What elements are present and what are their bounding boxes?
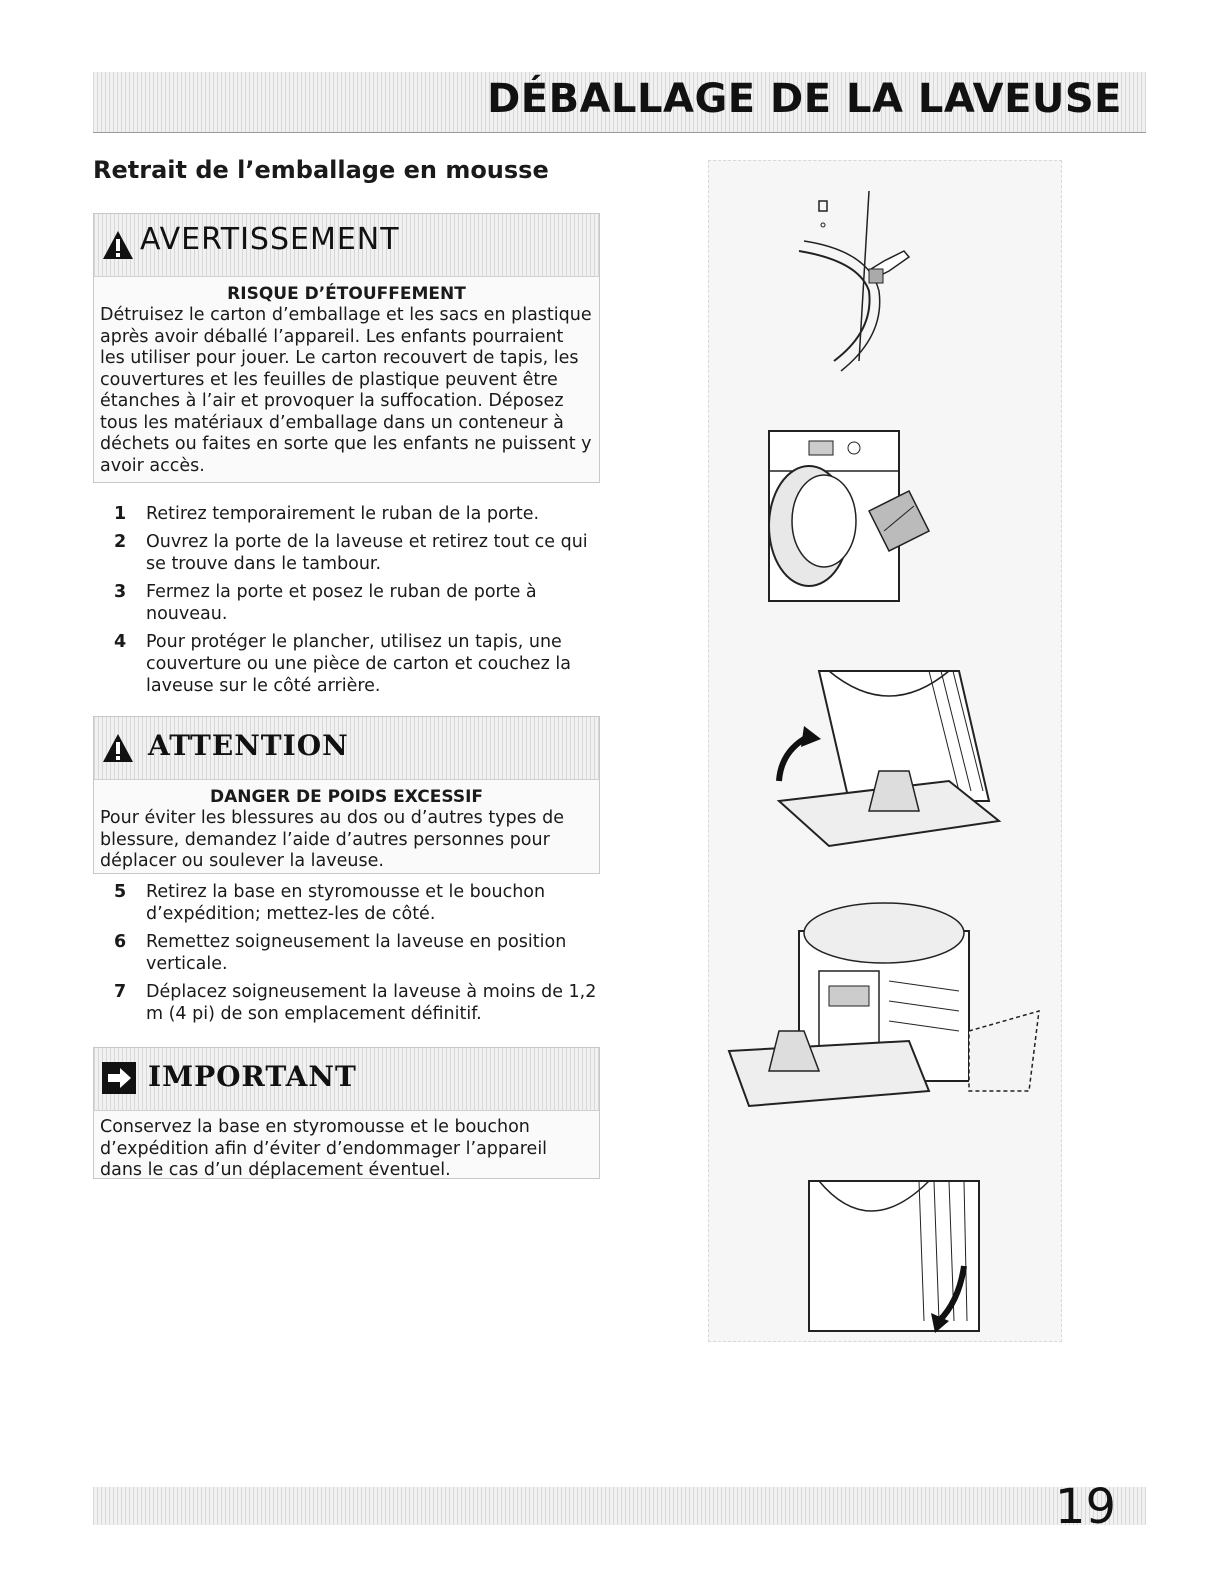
steps-list-1 [112,503,598,703]
page-title: DÉBALLAGE DE LA LAVEUSE [487,76,1122,122]
illustration-panel [708,160,1062,1342]
step-item [112,881,598,925]
step-item [112,931,598,975]
warning-box [93,213,600,483]
step-number: 4 [114,632,127,652]
warning-subtitle: RISQUE D’ÉTOUFFEMENT [227,284,466,304]
tilt-washer-illustration [709,651,1061,851]
section-title: Retrait de l’emballage en mousse [93,156,549,184]
step-text: Pour protéger le plancher, utilisez un tapis, une couverture ou une pièce de carton et couchez la laveuse sur le côté arrière. [146,632,572,696]
step-number: 1 [114,504,127,524]
caution-box [93,716,600,874]
warning-triangle-icon [102,230,134,260]
caution-subtitle: DANGER DE POIDS EXCESSIF [209,787,484,807]
arrow-right-icon [102,1062,136,1094]
step-text: Fermez la porte et posez le ruban de porte à nouveau. [146,582,537,624]
step-number: 3 [114,582,127,602]
warning-triangle-icon [102,733,134,763]
warning-box-header [94,214,599,277]
step-item [112,631,598,697]
step-item [112,503,598,525]
header-band [93,72,1146,133]
upright-washer-illustration [709,1161,1061,1361]
step-item [112,981,598,1025]
step-text: Déplacez soigneusement la laveuse à moins de 1,2 m (4 pi) de son emplacement définitif. [146,982,597,1024]
step-item [112,531,598,575]
caution-box-header [94,717,599,780]
step-item [112,581,598,625]
open-door-illustration [709,411,1061,611]
important-box-header [94,1048,599,1111]
footer-band [93,1479,1146,1535]
step-number: 2 [114,532,127,552]
step-text: Ouvrez la porte de la laveuse et retirez tout ce qui se trouve dans le tambour. [146,532,588,574]
warning-label: AVERTISSEMENT [140,222,400,257]
step-number: 6 [114,932,127,952]
important-box [93,1047,600,1179]
caution-body: Pour éviter les blessures au dos ou d’autres types de blessure, demandez l’aide d’autres personnes pour déplacer ou soulever la laveuse. [100,808,564,871]
important-body: Conservez la base en styromousse et le bouchon d’expédition afin d’éviter d’endommager l’appareil dans le cas d’un déplacement éventuel. [100,1117,548,1180]
step-text: Retirez temporairement le ruban de la porte. [146,504,540,524]
warning-body: Détruisez le carton d’emballage et les sacs en plastique après avoir déballé l’appareil. Les enfants pourraient les utiliser pour jouer. Le carton recouvert de tapis, les couvertures et les feuilles de plastique peuvent être étanches à l’air et provoquer la suffocation. Déposez tous les matériaux d’emballage dans un conteneur à déchets ou faites en sorte que les enfants ne puissent y avoir accès. [100,305,592,476]
caution-label: ATTENTION [148,729,349,762]
important-label: IMPORTANT [148,1060,357,1093]
door-tape-illustration [709,181,1061,391]
washer-on-back-illustration [709,891,1061,1111]
step-number: 7 [114,982,127,1002]
step-number: 5 [114,882,127,902]
step-text: Retirez la base en styromousse et le bouchon d’expédition; mettez-les de côté. [146,882,546,924]
steps-list-2 [112,881,598,1031]
page-number: 19 [1054,1479,1116,1535]
step-text: Remettez soigneusement la laveuse en position verticale. [146,932,567,974]
